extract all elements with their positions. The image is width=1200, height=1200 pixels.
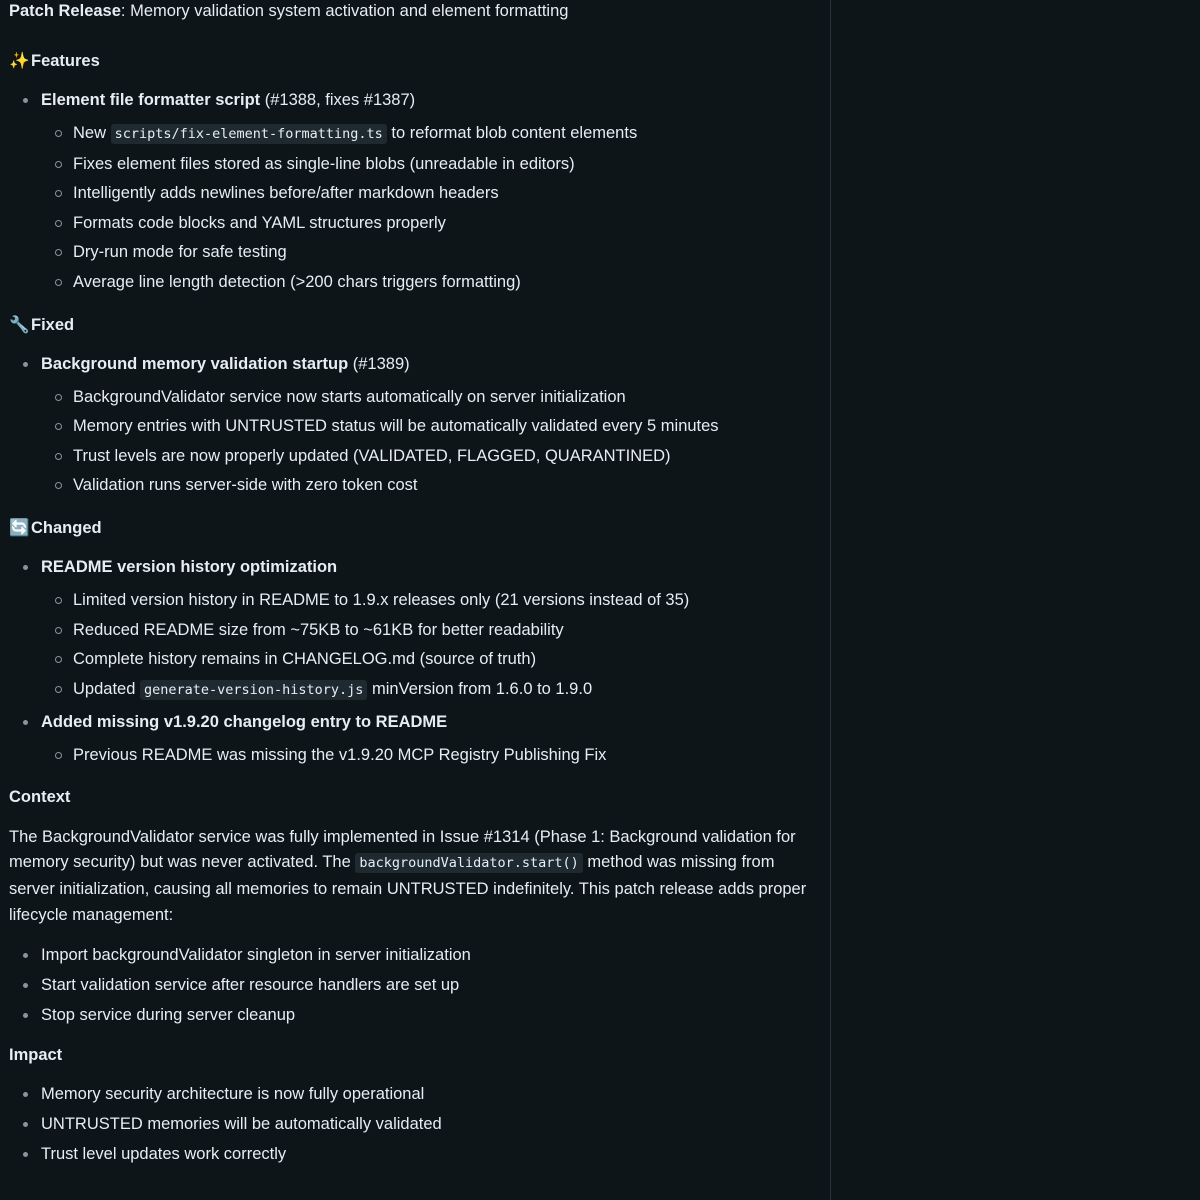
changed-sublist	[41, 744, 821, 766]
list-item: Memory security architecture is now fully operational	[9, 1083, 821, 1105]
context-heading: Context	[9, 787, 71, 806]
list-item: Dry-run mode for safe testing	[41, 241, 821, 263]
list-item	[9, 711, 821, 766]
text: The BackgroundValidator service was fully implemented in Issue #1314 (Phase 1: Background validation for memory security) but was never activated. The	[9, 827, 796, 872]
fixed-heading	[9, 314, 821, 336]
list-item: Previous README was missing the v1.9.20 MCP Registry Publishing Fix	[41, 744, 821, 766]
text: to reformat blob content elements	[386, 124, 638, 142]
list-item	[41, 122, 821, 145]
list-item	[41, 678, 821, 701]
list-item: Trust levels are now properly updated (VALIDATED, FLAGGED, QUARANTINED)	[41, 445, 821, 467]
feature-suffix: (#1388, fixes #1387)	[260, 91, 416, 109]
changed-heading	[9, 517, 821, 539]
changed-item-title: Added missing v1.9.20 changelog entry to README	[41, 712, 448, 731]
list-item: Reduced README size from ~75KB to ~61KB for better readability	[41, 619, 821, 641]
list-item: Trust level updates work correctly	[9, 1143, 821, 1165]
list-item: Limited version history in README to 1.9.x releases only (21 versions instead of 35)	[41, 589, 821, 611]
list-item: Validation runs server-side with zero token cost	[41, 474, 821, 496]
changed-sublist	[41, 589, 821, 701]
context-list	[9, 944, 821, 1026]
context-paragraph	[9, 825, 821, 929]
features-title: Features	[31, 52, 100, 70]
wrench-icon: 🔧	[9, 315, 30, 334]
code-span: generate-version-history.js	[140, 680, 367, 700]
text: Updated	[73, 679, 140, 698]
changed-title: Changed	[31, 519, 102, 537]
list-item: BackgroundValidator service now starts automatically on server initialization	[41, 386, 821, 408]
code-span: backgroundValidator.start()	[355, 853, 582, 873]
text: New	[73, 124, 111, 142]
fixed-item-title: Background memory validation startup	[41, 354, 349, 373]
features-heading	[9, 50, 821, 72]
summary-label: Patch Release	[9, 2, 121, 20]
changed-list	[9, 556, 821, 766]
feature-title: Element file formatter script	[41, 91, 261, 109]
fixed-list	[9, 353, 821, 497]
list-item: Memory entries with UNTRUSTED status will be automatically validated every 5 minutes	[41, 415, 821, 437]
changed-item-title: README version history optimization	[41, 558, 338, 576]
impact-list	[9, 1083, 821, 1165]
fixed-item-suffix: (#1389)	[348, 354, 410, 373]
list-item: Formats code blocks and YAML structures properly	[41, 212, 821, 234]
code-span: scripts/fix-element-formatting.ts	[111, 124, 387, 144]
list-item	[9, 556, 821, 701]
impact-heading: Impact	[9, 1046, 63, 1065]
fixed-sublist	[41, 386, 821, 497]
features-list	[9, 89, 821, 293]
summary-text: : Memory validation system activation and element formatting	[120, 2, 569, 20]
list-item: Import backgroundValidator singleton in server initialization	[9, 944, 821, 966]
list-item: Intelligently adds newlines before/after markdown headers	[41, 182, 821, 204]
summary-line	[9, 0, 821, 24]
text: method was missing from server initialization, causing all memories to remain UNTRUSTED indefinitely. This patch release adds proper lifecycle management:	[9, 853, 807, 924]
sparkles-icon: ✨	[9, 52, 30, 70]
list-item: Start validation service after resource handlers are set up	[9, 974, 821, 996]
feature-sublist	[41, 122, 821, 293]
text: minVersion from 1.6.0 to 1.9.0	[367, 679, 593, 698]
list-item	[9, 89, 821, 293]
list-item: Complete history remains in CHANGELOG.md (source of truth)	[41, 648, 821, 670]
fixed-title: Fixed	[31, 315, 75, 334]
list-item: Stop service during server cleanup	[9, 1004, 821, 1026]
right-panel	[831, 0, 1200, 1200]
list-item: UNTRUSTED memories will be automatically validated	[9, 1113, 821, 1135]
list-item: Fixes element files stored as single-line blobs (unreadable in editors)	[41, 153, 821, 175]
list-item: Average line length detection (>200 chars triggers formatting)	[41, 271, 821, 293]
refresh-icon: 🔄	[9, 519, 30, 537]
list-item	[9, 353, 821, 497]
